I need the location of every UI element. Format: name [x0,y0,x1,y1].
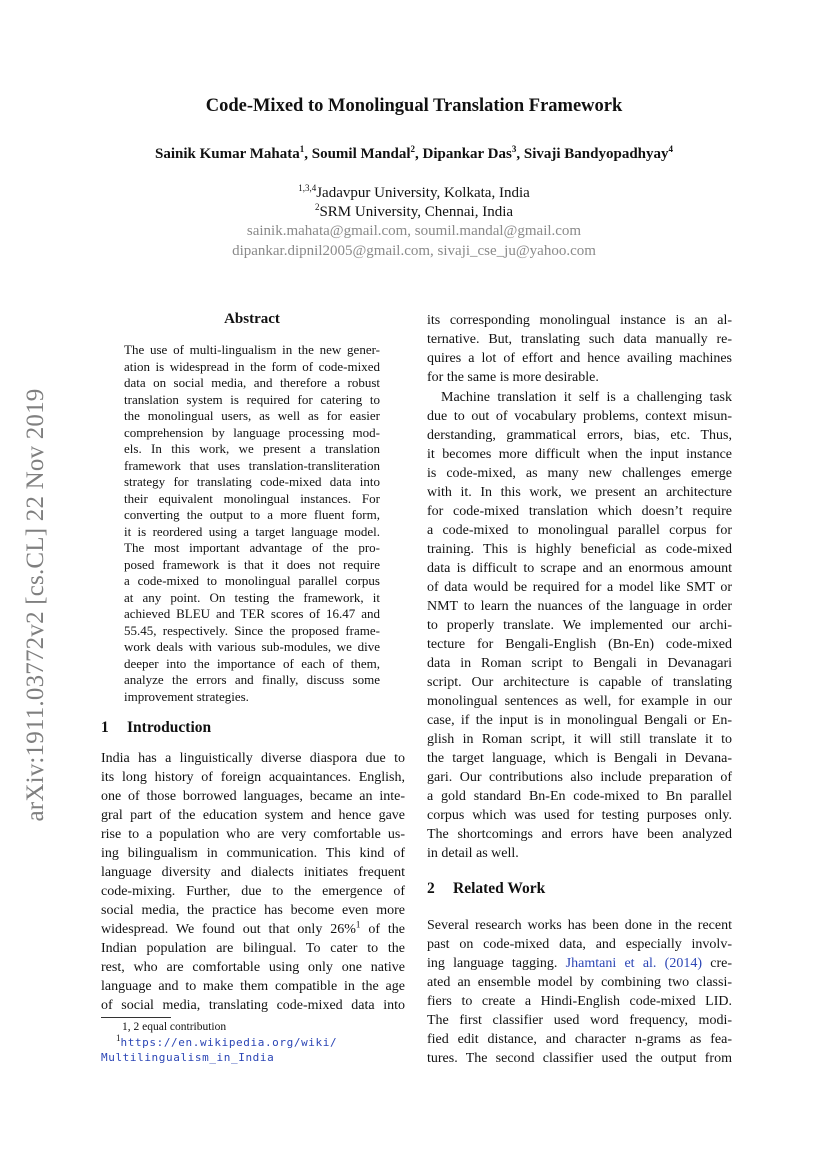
text-line: Indian population are bilingual. To cater to the [101,941,405,956]
author-name: Soumil Mandal [311,146,411,162]
text-line: language diversity and dialects initiates frequent [101,865,405,880]
abstract-line: posed framework is that it does not require [124,556,380,572]
text-line: one of those borrowed languages, became an inte- [101,789,405,804]
text-line: rise to a population who are very comfortable us- [101,827,405,842]
abstract-line: data on social media, and therefore a robust [124,375,380,390]
text-line: a gold standard Bn-En code-mixed to Bn parallel [427,789,732,804]
text-line: corpus which was used for testing purposes only. [427,808,732,823]
text-line: code-mixing. Further, due to the emergence of [101,884,405,899]
text-line: NMT to learn the nuances of the language in order [427,599,732,614]
text-line: tures. The second classifier used the output from [427,1051,732,1066]
text-line: ated an ensemble model by combining two classi- [427,975,732,990]
abstract-line: it is reordered using a target language model. [124,523,380,539]
text-line: fiers to create a Hindi-English code-mixed LID. [427,994,732,1009]
abstract-line: The most important advantage of the pro- [124,540,380,555]
text-line: ing language tagging. Jhamtani et al. (2014) cre- [427,956,732,971]
text-line: is code-mixed, as many new challenges emerge [427,466,732,481]
text-line: Several research works has been done in the recent [427,918,732,933]
author-name: Dipankar Das [422,146,512,162]
citation-link[interactable]: Jhamtani et al. (2014) [565,956,702,971]
text-line: language and to make them compatible in the age [101,979,405,994]
text-line: the target language, which is Bengali in Devana- [427,751,732,766]
author-list: Sainik Kumar Mahata$^1$, Soumil Mandal$^2$, Dipankar Das$^3$, Sivaji Bandyopadhyay$^4$ [154,144,673,162]
abstract-line: analyze the errors and finally, discuss some [124,672,380,687]
text-line: its corresponding monolingual instance is an al- [427,313,732,328]
abstract-line: at any point. On testing the framework, it [124,589,380,605]
text-line: past on code-mixed data, and especially involv- [427,937,732,952]
abstract-line: translation system is required for catering to [124,391,380,407]
text-line: fied edit distance, and character n-grams as fea- [427,1032,732,1047]
author-name: Sainik Kumar Mahata [154,146,300,162]
text-line: derstanding, grammatical errors, bias, etc. Thus, [427,428,732,443]
text-line: India has a linguistically diverse diaspora due to [101,751,405,766]
email-line: dipankar.dipnil2005@gmail.com, sivaji_cse_ju@yahoo.com [232,243,596,259]
abstract-line: a code-mixed to monolingual parallel corpus [124,573,380,588]
footnote-url-cont[interactable]: Multilingualism_in_India [101,1051,275,1064]
text-line: training. This is highly beneficial as code-mixed [427,542,732,557]
author-name: Sivaji Bandyopadhyay [523,146,669,162]
text-line: to properly translate. We implemented our archi- [427,618,732,633]
text-line: data is difficult to scrape and an enormous amount [427,561,732,576]
abstract-line: ation is widespread in the form of code-mixed [124,358,380,374]
text-line: The first classifier used word frequency, modi- [427,1013,732,1028]
abstract-line: their equivalent monolingual instances. For [124,490,380,506]
text-line: script. Our architecture is capable of translating [427,675,732,690]
section-heading-introduction: 1 Introduction [101,719,212,736]
abstract-line: strategy for translating code-mixed data into [124,474,380,489]
text-line: monolingual sentences as well, for example in our [427,694,732,709]
text-line: rest, who are comfortable using only one native [101,960,405,975]
text-line: for code-mixed translation which doesn’t require [427,504,732,519]
text-line: of social media, translating code-mixed data into [101,998,405,1013]
text-line: The shortcomings and errors have been analyzed [427,827,732,842]
abstract-line: framework that uses translation-transliteration [124,457,380,473]
abstract-line: work deals with various sub-modules, we dive [124,639,380,654]
arxiv-stamp: arXiv:1911.03772v2 [cs.CL] 22 Nov 2019 [22,388,49,822]
abstract-line: achieved BLEU and TER scores of 16.47 and [124,606,380,621]
text-line: of data would be required for a model like SMT or [427,580,732,595]
abstract-heading: Abstract [224,311,280,327]
text-line: for the same is more desirable. [427,370,599,385]
text-line: a code-mixed to monolingual parallel corpus for [427,523,732,538]
text-line: widespread. We found out that only 26%$^1$ of the [101,919,406,937]
abstract-line: the monolingual users, as well as for easier [124,408,380,423]
text-line: case, if the input is in monolingual Bengali or En- [427,713,732,728]
text-line: ternative. But, translating such data manually re- [427,332,732,347]
email-line: sainik.mahata@gmail.com, soumil.mandal@gmail.com [246,223,582,239]
section-heading-related-work: 2 Related Work [427,880,546,897]
text-line: gral part of the education system and hence gave [101,808,405,823]
abstract-line: improvement strategies. [124,688,249,704]
text-line: ing bilingualism in communication. This kind of [101,846,405,861]
abstract-line: 55.45, respectively. Since the proposed frame- [124,622,380,638]
text-line: due to out of vocabulary problems, context misun- [427,409,732,424]
text-line: it becomes more difficult when the input instance [427,447,732,462]
paper-title: Code-Mixed to Monolingual Translation Framework [205,96,623,116]
text-line: social media, the practice has become even more [101,903,405,918]
footnote-equal-contribution: 1, 2 equal contribution [122,1021,227,1033]
text-line: Machine translation it self is a challenging task [441,390,732,405]
text-line: with it. In this work, we present an architecture [427,485,732,500]
text-line: tecture for Bengali-English (Bn-En) code-mixed [427,637,732,652]
footnote-rule [101,1017,171,1018]
abstract-line: deeper into the importance of each of them, [124,655,380,671]
text-line: data in Roman script to Bengali in Devanagari [427,656,732,671]
footnote-url[interactable]: $^1$https://en.wikipedia.org/wiki/ [116,1033,338,1049]
text-line: glish in Roman script, it will still translate it to [427,732,732,747]
affiliation: $^2$SRM University, Chennai, India [314,202,514,220]
text-line: in detail as well. [427,846,519,861]
text-line: quires a lot of effort and hence availing machines [427,351,732,366]
affiliation: $^{1,3,4}$Jadavpur University, Kolkata, India [298,183,530,201]
footnote-marker[interactable]: 1 [355,919,361,930]
abstract-line: els. In this work, we present a translation [124,441,380,456]
abstract-line: The use of multi-lingualism in the new gener- [124,342,380,357]
text-line: its long history of foreign acquaintances. English, [101,770,405,785]
abstract-line: comprehension by language processing mod- [124,424,380,440]
abstract-line: converting the output to a more fluent form, [124,507,380,522]
text-line: gari. Our contributions also include preparation of [427,770,732,785]
